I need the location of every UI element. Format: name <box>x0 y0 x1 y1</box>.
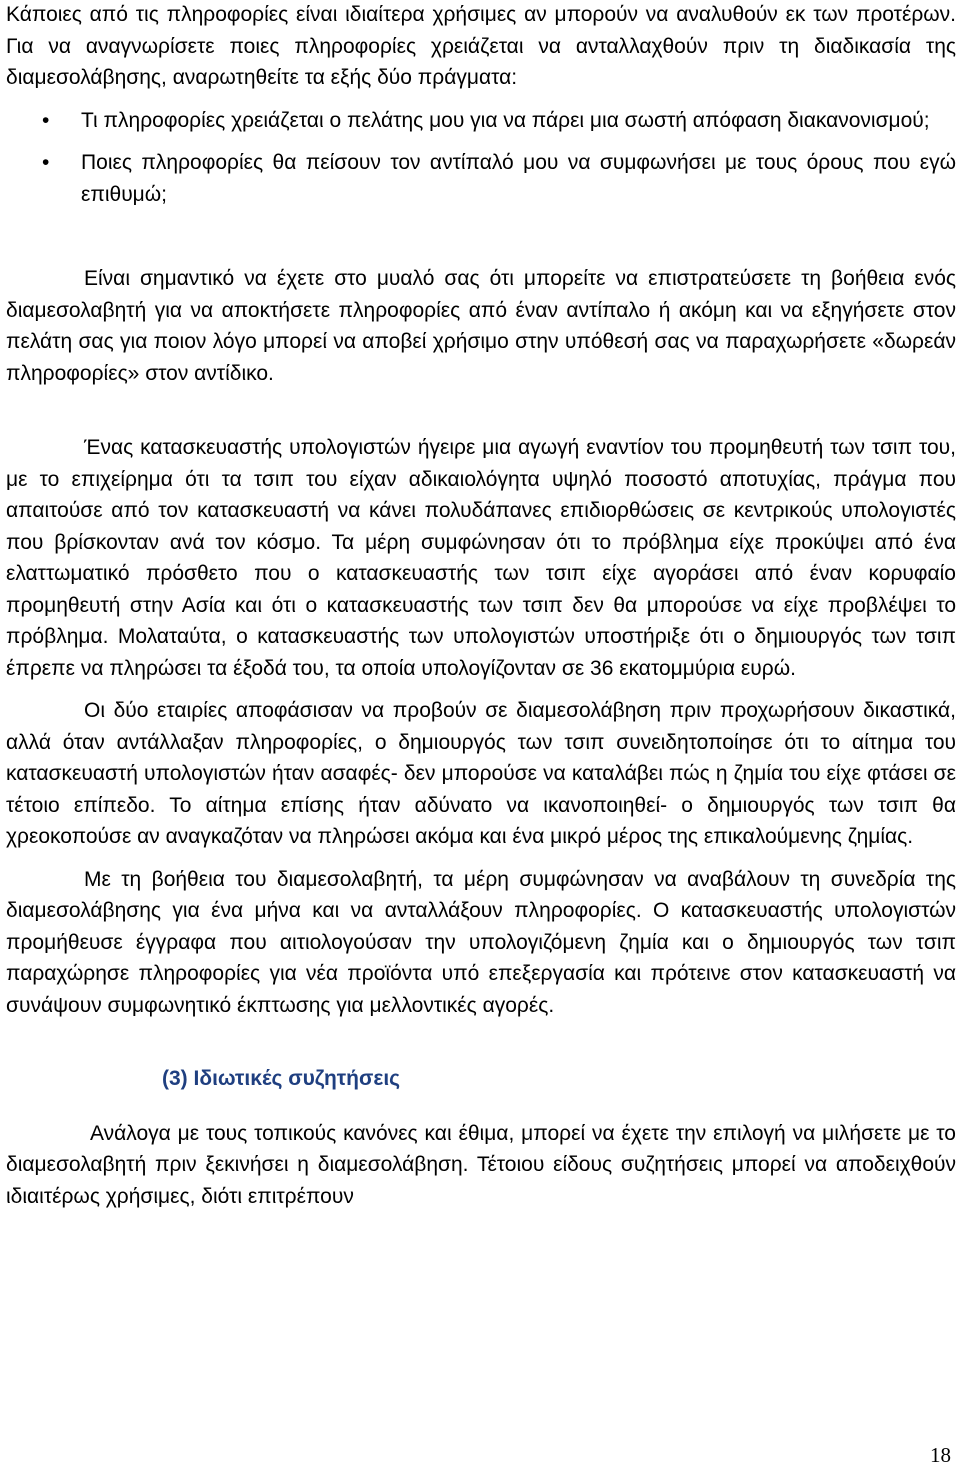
intro-paragraph: Κάποιες από τις πληροφορίες είναι ιδιαίτερα χρήσιμες αν μπορούν να αναλυθούν εκ των προτέρων. Για να αναγνωρίσετε ποιες πληροφορίες χρειάζεται να ανταλλαχθούν πριν τη διαδικασία της διαμεσολάβησης, αναρωτηθείτε τα εξής δύο πράγματα: <box>6 3 956 89</box>
private-talks-paragraph: Ανάλογα με τους τοπικούς κανόνες και έθιμα, μπορεί να έχετε την επιλογή να μιλήσετε με το διαμεσολαβητή πριν ξεκινήσει η διαμεσολάβηση. Τέτοιου είδους συζητήσεις μπορεί να αποδειχθούν ιδιαιτέρως χρήσιμες, διότι επιτρέπουν <box>6 1121 956 1208</box>
list-item: • Τι πληροφορίες χρειάζεται ο πελάτης μου για να πάρει μια σωστή απόφαση διακανονισμού; <box>6 105 956 137</box>
mediator-paragraph: Είναι σημαντικό να έχετε στο μυαλό σας ότι μπορείτε να επιστρατεύσετε τη βοήθεια ενός διαμεσολαβητή για να αποκτήσετε πληροφορίες από έναν αντίπαλο ή ακόμη και να εξηγήσετε στον πελάτη σας για ποιον λόγο μπορεί να αποβεί χρήσιμο στην υπόθεσή σας να παραχωρήσετε «δωρεάν πληροφορίες» στον αντίδικο. <box>6 267 956 385</box>
section-heading: (3) Ιδιωτικές συζητήσεις <box>162 1067 401 1090</box>
case-paragraph-2: Οι δύο εταιρίες αποφάσισαν να προβούν σε διαμεσολάβηση πριν προχωρήσουν δικαστικά, αλλά όταν αντάλλαξαν πληροφορίες, ο δημιουργός των τσιπ συνειδητοποίησε ότι το αίτημα του κατασκευαστή υπολογιστών ήταν ασαφές- δεν μπορούσε να καταλάβει πώς η ζημία του είχε φτάσει σε τέτοιο επίπεδο. Το αίτημα επίσης ήταν αδύνατο να ικανοποιηθεί- ο δημιουργός των τσιπ θα χρεοκοπούσε αν αναγκαζόταν να πληρώσει ακόμα και ένα μικρό μέρος της επικαλούμενης ζημίας. <box>6 699 956 848</box>
list-item: • Ποιες πληροφορίες θα πείσουν τον αντίπαλό μου να συμφωνήσει με τους όρους που εγώ επιθυμώ; <box>6 147 956 210</box>
page-number: 18 <box>930 1443 951 1467</box>
case-paragraph-3: Με τη βοήθεια του διαμεσολαβητή, τα μέρη συμφώνησαν να αναβάλουν τη συνεδρία της διαμεσολάβησης για ένα μήνα και να ανταλλάξουν πληροφορίες. Ο κατασκευαστής υπολογιστών προμήθευσε έγγραφα που αιτιολογούσαν την υπολογιζόμενη ζημία και ο δημιουργός των τσιπ παραχώρησε πληροφορίες για νέα προϊόντα υπό επεξεργασία και πρότεινε στον κατασκευαστή να συνάψουν συμφωνητικό έκπτωσης για μελλοντικές αγορές. <box>6 867 956 1017</box>
question-list <box>6 105 956 211</box>
case-paragraph-1: Ένας κατασκευαστής υπολογιστών ήγειρε μια αγωγή εναντίον του προμηθευτή των τσιπ του, με το επιχείρημα ότι τα τσιπ του είχαν αδικαιολόγητα υψηλό ποσοστό αποτυχίας, πράγμα που απαιτούσε από τον κατασκευαστή να κάνει πολυδάπανες επιδιορθώσεις σε κεντρικούς υπολογιστές που βρίσκονταν ανά τον κόσμο. Τα μέρη συμφώνησαν ότι το πρόβλημα είχε προκύψει από ένα ελαττωματικό πρόσθετο που ο κατασκευαστής των τσιπ είχε αγοράσει από έναν κορυφαίο προμηθευτή στην Ασία και ότι ο κατασκευαστής των τσιπ δεν θα μπορούσε να είχε προβλέψει το πρόβλημα. Μολαταύτα, ο κατασκευαστής των υπολογιστών υποστήριξε ότι ο δημιουργός των τσιπ έπρεπε να πληρώσει τα έξοδά του, τα οποία υπολογίζονταν σε 36 εκατομμύρια ευρώ. <box>6 436 956 680</box>
document-page <box>6 0 956 1212</box>
